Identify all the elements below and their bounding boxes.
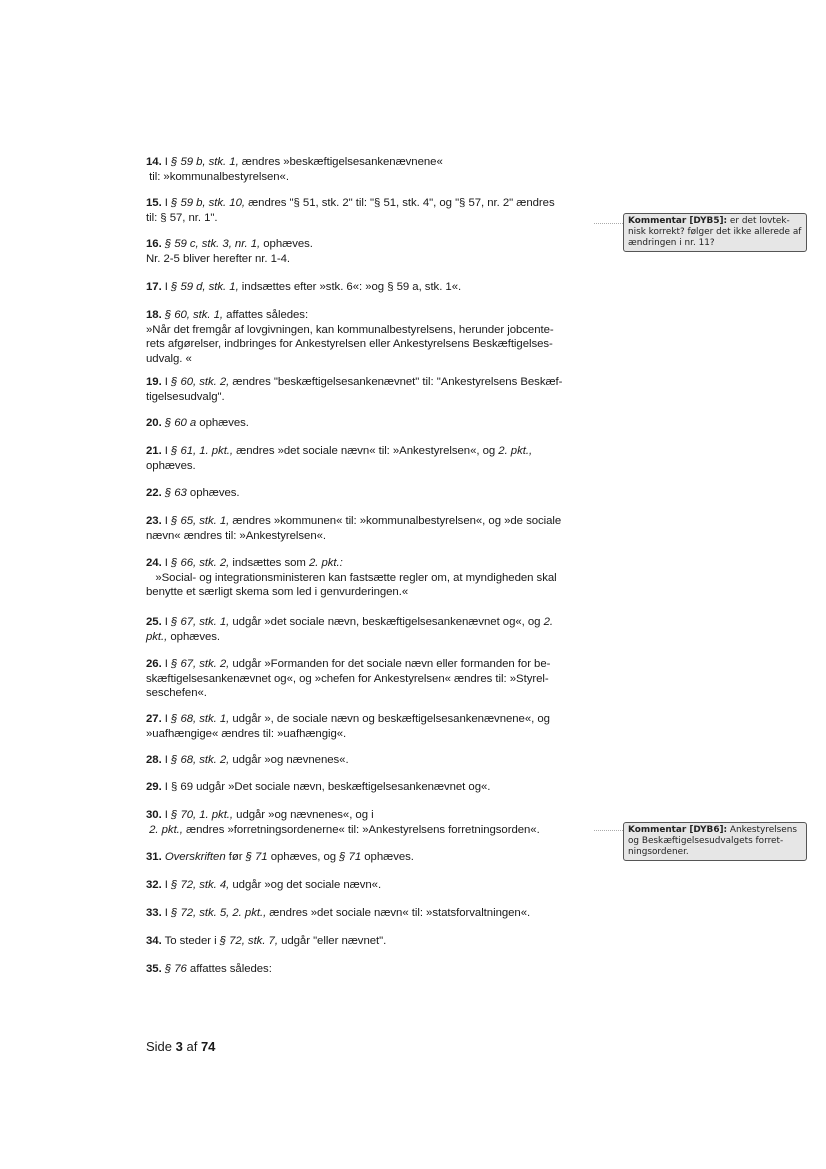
legal-reference: § 68, stk. 1, [171, 713, 230, 725]
item-number: 19. [146, 376, 162, 388]
amendment-item [146, 486, 594, 501]
amendment-item [146, 962, 594, 977]
amendment-item [146, 615, 594, 644]
item-text: »Når det fremgår af lovgivningen, kan kommunalbestyrelsens, herunder jobcente- [146, 323, 554, 336]
amendment-item [146, 753, 594, 768]
comment-text: Ankestyrelsens [727, 825, 797, 835]
legal-reference: § 72, stk. 5, 2. pkt., [171, 907, 267, 919]
item-text: seschefen«. [146, 687, 207, 699]
item-number: 21. [146, 445, 162, 457]
comment-connector [594, 223, 623, 224]
item-text: udgår », de sociale nævn og beskæftigelsesankenævnene«, og [229, 713, 550, 725]
amendment-item [146, 934, 594, 949]
legal-reference: Overskriften [164, 851, 226, 863]
item-text: ophæves. [167, 630, 221, 643]
item-text: før [225, 851, 246, 863]
legal-reference: § 67, stk. 1, [171, 616, 230, 628]
amendment-item [146, 375, 594, 404]
item-text: I [161, 907, 172, 919]
legal-reference: § 59 b, stk. 1, [171, 156, 239, 168]
item-text: I [161, 713, 172, 725]
legal-reference: § 67, stk. 2, [171, 658, 230, 670]
item-text: I [161, 809, 172, 821]
item-text: Nr. 2-5 bliver herefter nr. 1-4. [146, 252, 291, 265]
item-text: I [161, 557, 172, 569]
comment-text: er det lovtek- [727, 216, 790, 226]
comment-text: ningsordener. [628, 847, 689, 857]
item-number: 32. [146, 879, 162, 891]
item-text: ændres "§ 51, stk. 2" til: "§ 51, stk. 4", og "§ 57, nr. 2" ændres [244, 197, 555, 209]
legal-reference: 2. pkt.: [308, 557, 343, 569]
item-text: ændres »det sociale nævn« til: »Ankestyrelsen«, og [233, 445, 499, 457]
item-text: ændres "beskæftigelsesankenævnet" til: "Ankestyrelsens Beskæf- [229, 376, 563, 388]
item-text: I § 69 udgår »Det sociale nævn, beskæftigelsesankenævnet og«. [161, 781, 491, 793]
amendment-item [146, 155, 594, 184]
amendment-item [146, 657, 594, 701]
legal-reference: 2. pkt., [149, 823, 183, 836]
item-text: benytte et særligt skema som led i genvurderingen.« [146, 586, 409, 598]
item-text: I [161, 754, 172, 766]
item-text: ophæves. [146, 459, 196, 472]
comment-header: Kommentar [DYB5]: [628, 216, 728, 226]
amendment-item [146, 416, 594, 431]
legal-reference: § 59 c, stk. 3, nr. 1, [164, 238, 261, 250]
amendment-item [146, 850, 594, 865]
item-text: indsættes efter »stk. 6«: »og § 59 a, stk. 1«. [238, 281, 462, 293]
amendment-item [146, 878, 594, 893]
item-text: affattes således: [186, 963, 272, 975]
item-text: tigelsesudvalg". [146, 390, 225, 403]
item-text: I [161, 658, 172, 670]
item-number: 33. [146, 907, 162, 919]
item-number: 30. [146, 809, 162, 821]
legal-reference: § 76 [164, 963, 187, 975]
legal-reference: 2. [543, 616, 553, 628]
comment-dyb5[interactable] [623, 213, 807, 252]
comment-header: Kommentar [DYB6]: [628, 825, 728, 835]
comment-dyb6[interactable] [623, 822, 807, 861]
item-text: To steder i [161, 935, 220, 947]
item-number: 29. [146, 781, 162, 793]
amendment-item [146, 280, 594, 295]
footer-prefix: Side [146, 1039, 176, 1054]
footer-mid: af [182, 1039, 201, 1054]
item-text: udgår "eller nævnet". [277, 935, 387, 947]
amendment-item [146, 196, 594, 225]
amendment-item [146, 308, 594, 366]
item-text: skæftigelsesankenævnet og«, og »chefen for Ankestyrelsen« ændres til: »Styrel- [146, 672, 549, 685]
legal-reference: § 60, stk. 1, [164, 309, 224, 321]
item-number: 16. [146, 238, 162, 250]
item-text: udgår »og det sociale nævn«. [229, 879, 382, 891]
item-text: til: »kommunalbestyrelsen«. [146, 170, 289, 183]
item-text: ophæves, og [267, 851, 340, 863]
item-text: ændres »det sociale nævn« til: »statsforvaltningen«. [266, 907, 531, 919]
amendment-item [146, 780, 594, 795]
item-number: 17. [146, 281, 162, 293]
legal-reference: § 59 d, stk. 1, [171, 281, 239, 293]
comment-text: og Beskæftigelsesudvalgets forret- [628, 836, 784, 846]
item-text: udgår »og nævnenes«. [229, 754, 349, 766]
footer-page-number: 3 [175, 1039, 183, 1054]
amendment-item [146, 906, 594, 921]
item-text: I [161, 445, 172, 457]
item-number: 35. [146, 963, 162, 975]
item-text: udgår »det sociale nævn, beskæftigelsesankenævnet og«, og [229, 616, 544, 628]
legal-reference: 2. pkt., [498, 445, 533, 457]
item-number: 14. [146, 156, 162, 168]
item-number: 22. [146, 487, 162, 499]
item-text: »uafhængige« ændres til: »uafhængig«. [146, 727, 347, 740]
item-text: ophæves. [196, 417, 249, 429]
item-text: ændres »forretningsordenerne« til: »Ankestyrelsens forretningsorden«. [182, 823, 540, 836]
item-text: I [161, 616, 172, 628]
legal-reference: § 66, stk. 2, [171, 557, 230, 569]
item-text: udgår »og nævnenes«, og i [233, 809, 374, 821]
amendment-item [146, 514, 594, 543]
comment-text: ændringen i nr. 11? [628, 238, 715, 248]
page-footer [146, 1039, 215, 1055]
item-text: ændres »beskæftigelsesankenævnene« [238, 156, 443, 168]
comment-text: nisk korrekt? følger det ikke allerede af [628, 227, 802, 237]
legal-reference: § 71 [339, 851, 362, 863]
item-text: ophæves. [361, 851, 414, 863]
item-text: I [161, 156, 172, 168]
item-text: udvalg. « [146, 352, 192, 365]
legal-reference: § 70, 1. pkt., [171, 809, 234, 821]
item-text: indsættes som [229, 557, 309, 569]
legal-reference: § 59 b, stk. 10, [171, 197, 245, 209]
footer-page-total: 74 [200, 1039, 216, 1054]
item-number: 31. [146, 851, 162, 863]
item-number: 23. [146, 515, 162, 527]
legal-reference: § 72, stk. 4, [171, 879, 230, 891]
item-text: nævn« ændres til: »Ankestyrelsen«. [146, 529, 327, 542]
item-text: ændres »kommunen« til: »kommunalbestyrelsen«, og »de sociale [229, 515, 562, 527]
item-text: I [161, 879, 172, 891]
legal-reference: § 60 a [164, 417, 197, 429]
item-number: 34. [146, 935, 162, 947]
item-number: 20. [146, 417, 162, 429]
item-number: 28. [146, 754, 162, 766]
amendment-item [146, 444, 594, 473]
item-text: I [161, 197, 172, 209]
amendment-item [146, 556, 594, 600]
item-text: »Social- og integrationsministeren kan fastsætte regler om, at myndigheden skal [146, 571, 557, 584]
item-text: affattes således: [223, 309, 309, 321]
legal-reference: § 61, 1. pkt., [171, 445, 234, 457]
item-number: 25. [146, 616, 162, 628]
legal-reference: pkt., [146, 630, 168, 643]
legal-reference: § 63 [164, 487, 187, 499]
legal-reference: § 60, stk. 2, [171, 376, 230, 388]
amendment-item [146, 712, 594, 741]
comment-connector [594, 830, 623, 831]
amendment-item [146, 808, 594, 837]
amendment-item [146, 237, 594, 266]
legal-reference: § 68, stk. 2, [171, 754, 230, 766]
legal-reference: § 65, stk. 1, [171, 515, 230, 527]
legal-reference: § 72, stk. 7, [219, 935, 278, 947]
item-number: 26. [146, 658, 162, 670]
item-number: 24. [146, 557, 162, 569]
item-text: udgår »Formanden for det sociale nævn eller formanden for be- [229, 658, 551, 670]
item-number: 15. [146, 197, 162, 209]
item-number: 27. [146, 713, 162, 725]
item-text: ophæves. [186, 487, 240, 499]
legal-reference: § 71 [245, 851, 268, 863]
item-text: rets afgørelser, indbringes for Ankestyrelsen eller Ankestyrelsens Beskæftigelses- [146, 338, 553, 350]
item-number: 18. [146, 309, 162, 321]
item-text: I [161, 515, 172, 527]
item-text: ophæves. [260, 238, 313, 250]
item-text: til: § 57, nr. 1". [146, 211, 218, 224]
item-text: I [161, 281, 172, 293]
item-text: I [161, 376, 172, 388]
